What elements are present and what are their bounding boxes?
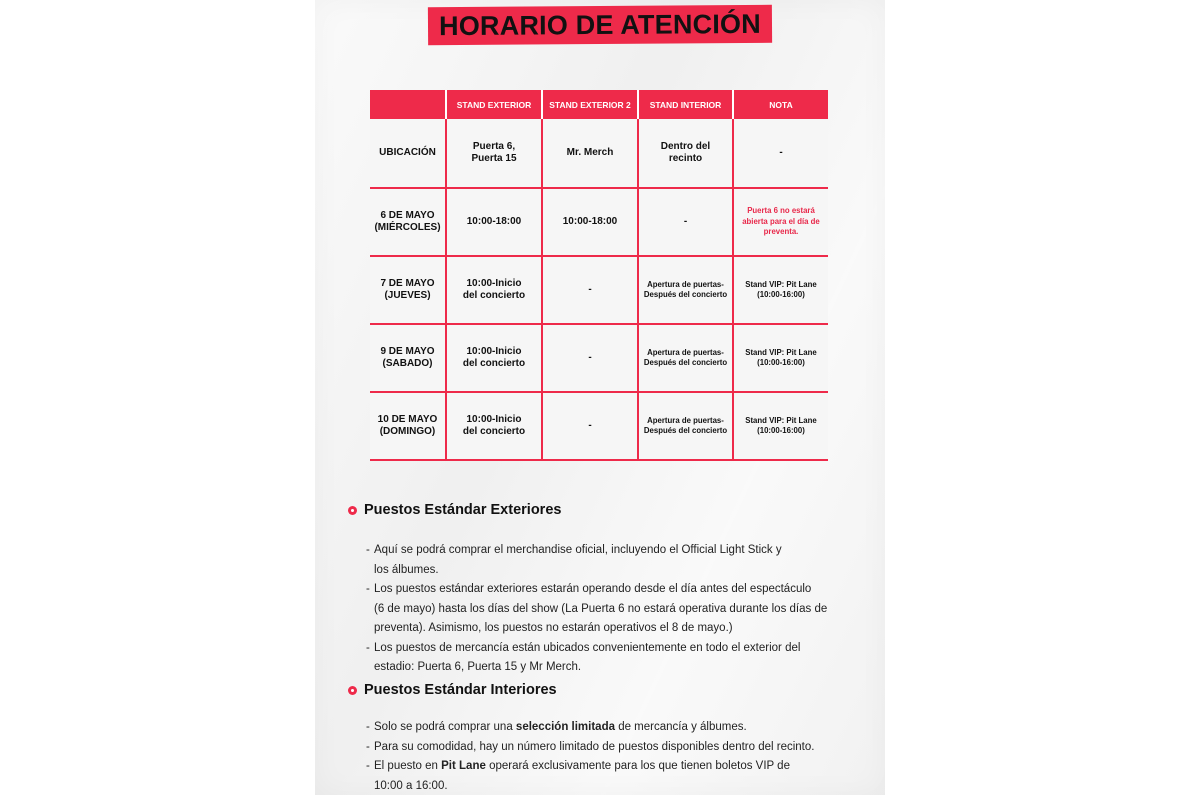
- cell-nota: [733, 324, 828, 392]
- cell-nota: [733, 119, 828, 188]
- list-item-line: Aquí se podrá comprar el merchandise oficial, incluyendo el Official Light Stick y: [374, 541, 846, 561]
- cell-text-line: 6 DE MAYO: [380, 210, 434, 221]
- page-title: HORARIO DE ATENCIÓN: [439, 8, 761, 41]
- cell-nota: [733, 256, 828, 324]
- cell-text-line: 10:00-Inicio: [466, 346, 521, 357]
- cell-text-line: 7 DE MAYO: [380, 278, 434, 289]
- table-row: [370, 188, 828, 256]
- cell-text-line: (10:00-16:00): [757, 358, 805, 367]
- bold-fragment: Pit Lane: [441, 760, 486, 772]
- header-cell-empty: [370, 90, 446, 119]
- cell-stand-exterior: [446, 392, 542, 460]
- cell-stand-exterior-2: [542, 392, 638, 460]
- title-banner: [428, 5, 772, 45]
- cell-text-line: 10:00-Inicio: [466, 414, 521, 425]
- list-item: [366, 738, 846, 758]
- cell-text-line: Después del concierto: [644, 426, 727, 435]
- header-cell-stand-exterior-2: STAND EXTERIOR 2: [542, 90, 638, 119]
- cell-text-line: recinto: [669, 153, 702, 164]
- header-cell-stand-interior: STAND INTERIOR: [638, 90, 733, 119]
- header-cell-nota: NOTA: [733, 90, 828, 119]
- cell-text-line: Después del concierto: [644, 358, 727, 367]
- cell-text-line: del concierto: [463, 358, 525, 369]
- cell-text-line: 10:00-18:00: [467, 216, 521, 227]
- dash-bullet: -: [366, 580, 370, 600]
- cell-text-line: (10:00-16:00): [757, 290, 805, 299]
- list-item-line: 10:00 a 16:00.: [374, 777, 846, 796]
- cell-stand-interior: [638, 392, 733, 460]
- cell-text-line: Puerta 6,: [473, 141, 515, 152]
- cell-text-line: Mr. Merch: [567, 147, 614, 158]
- bullet-dot-icon: [348, 506, 357, 515]
- list-item-line: Los puestos estándar exteriores estarán operando desde el día antes del espectáculo: [374, 580, 846, 600]
- section-title-exteriores: [348, 502, 561, 518]
- header-cell-stand-exterior: STAND EXTERIOR: [446, 90, 542, 119]
- cell-stand-exterior-2: [542, 256, 638, 324]
- dash-bullet: -: [366, 718, 370, 738]
- cell-stand-exterior-2: [542, 324, 638, 392]
- dash-bullet: -: [366, 757, 370, 777]
- list-item-line: estadio: Puerta 6, Puerta 15 y Mr Merch.: [374, 658, 846, 678]
- cell-text-line: (10:00-16:00): [757, 426, 805, 435]
- cell-text-line: Apertura de puertas-: [647, 416, 724, 425]
- cell-stand-interior: [638, 188, 733, 256]
- table-row: [370, 256, 828, 324]
- list-interiores: [366, 718, 846, 796]
- cell-text-line: Apertura de puertas-: [647, 280, 724, 289]
- table-row: [370, 392, 828, 460]
- section-title-interiores: [348, 682, 557, 698]
- cell-nota: [733, 188, 828, 256]
- section-title-text: Puestos Estándar Interiores: [364, 682, 557, 698]
- cell-text-line: del concierto: [463, 290, 525, 301]
- cell-text-line: (MIÉRCOLES): [374, 222, 440, 233]
- cell-text-line: abierta para el día de: [742, 217, 820, 226]
- dash-bullet: -: [366, 738, 370, 758]
- cell-text-line: 10:00-18:00: [563, 216, 617, 227]
- cell-text-line: preventa.: [764, 227, 799, 236]
- table-row: [370, 119, 828, 188]
- cell-text-line: Apertura de puertas-: [647, 348, 724, 357]
- cell-stand-exterior: [446, 324, 542, 392]
- cell-nota: [733, 392, 828, 460]
- cell-stand-interior: [638, 256, 733, 324]
- cell-row-label: [370, 324, 446, 392]
- cell-text-line: -: [588, 420, 591, 431]
- dash-bullet: -: [366, 639, 370, 659]
- cell-text-line: Stand VIP: Pit Lane: [745, 416, 816, 425]
- cell-text-line: (DOMINGO): [380, 426, 436, 437]
- list-item-line: los álbumes.: [374, 561, 846, 581]
- cell-stand-exterior-2: [542, 188, 638, 256]
- cell-text-line: UBICACIÓN: [379, 147, 436, 158]
- list-item-line: (6 de mayo) hasta los días del show (La Puerta 6 no estará operativa durante los días de: [374, 600, 846, 620]
- cell-stand-exterior: [446, 119, 542, 188]
- cell-text-line: (JUEVES): [384, 290, 430, 301]
- cell-text-line: Stand VIP: Pit Lane: [745, 348, 816, 357]
- list-exteriores: [366, 541, 846, 678]
- cell-row-label: [370, 119, 446, 188]
- cell-text-line: Puerta 6 no estará: [747, 206, 815, 215]
- cell-text-line: Stand VIP: Pit Lane: [745, 280, 816, 289]
- cell-text-line: -: [779, 147, 782, 158]
- schedule-table: [370, 90, 828, 461]
- list-item: [366, 718, 846, 738]
- list-item-line: preventa). Asimismo, los puestos no estarán operativos el 8 de mayo.): [374, 619, 846, 639]
- list-item-line: [374, 757, 846, 777]
- cell-stand-exterior: [446, 188, 542, 256]
- cell-row-label: [370, 188, 446, 256]
- cell-text-line: Dentro del: [661, 141, 710, 152]
- cell-stand-interior: [638, 324, 733, 392]
- cell-text-line: Después del concierto: [644, 290, 727, 299]
- cell-text-line: Puerta 15: [471, 153, 516, 164]
- list-item: [366, 639, 846, 678]
- text-fragment: Para su comodidad, hay un número limitado de puestos disponibles dentro del recinto.: [374, 741, 814, 753]
- cell-text-line: -: [684, 216, 687, 227]
- text-fragment: El puesto en: [374, 760, 441, 772]
- cell-row-label: [370, 392, 446, 460]
- table-header-row: [370, 90, 828, 119]
- cell-row-label: [370, 256, 446, 324]
- text-fragment: Solo se podrá comprar una: [374, 721, 516, 733]
- cell-text-line: 9 DE MAYO: [380, 346, 434, 357]
- cell-stand-exterior-2: [542, 119, 638, 188]
- cell-stand-interior: [638, 119, 733, 188]
- list-item: [366, 757, 846, 796]
- cell-text-line: 10:00-Inicio: [466, 278, 521, 289]
- list-item: [366, 541, 846, 580]
- text-fragment: operará exclusivamente para los que tienen boletos VIP de: [486, 760, 790, 772]
- cell-text-line: 10 DE MAYO: [378, 414, 438, 425]
- bullet-dot-icon: [348, 686, 357, 695]
- table-row: [370, 324, 828, 392]
- list-item-line: [374, 718, 846, 738]
- list-item: [366, 580, 846, 639]
- cell-stand-exterior: [446, 256, 542, 324]
- section-title-text: Puestos Estándar Exteriores: [364, 502, 561, 518]
- list-item-line: Los puestos de mercancía están ubicados convenientemente en todo el exterior del: [374, 639, 846, 659]
- cell-text-line: -: [588, 352, 591, 363]
- bold-fragment: selección limitada: [516, 721, 615, 733]
- cell-text-line: -: [588, 284, 591, 295]
- text-fragment: de mercancía y álbumes.: [615, 721, 747, 733]
- cell-text-line: (SABADO): [383, 358, 433, 369]
- cell-text-line: del concierto: [463, 426, 525, 437]
- list-item-line: [374, 738, 846, 758]
- dash-bullet: -: [366, 541, 370, 561]
